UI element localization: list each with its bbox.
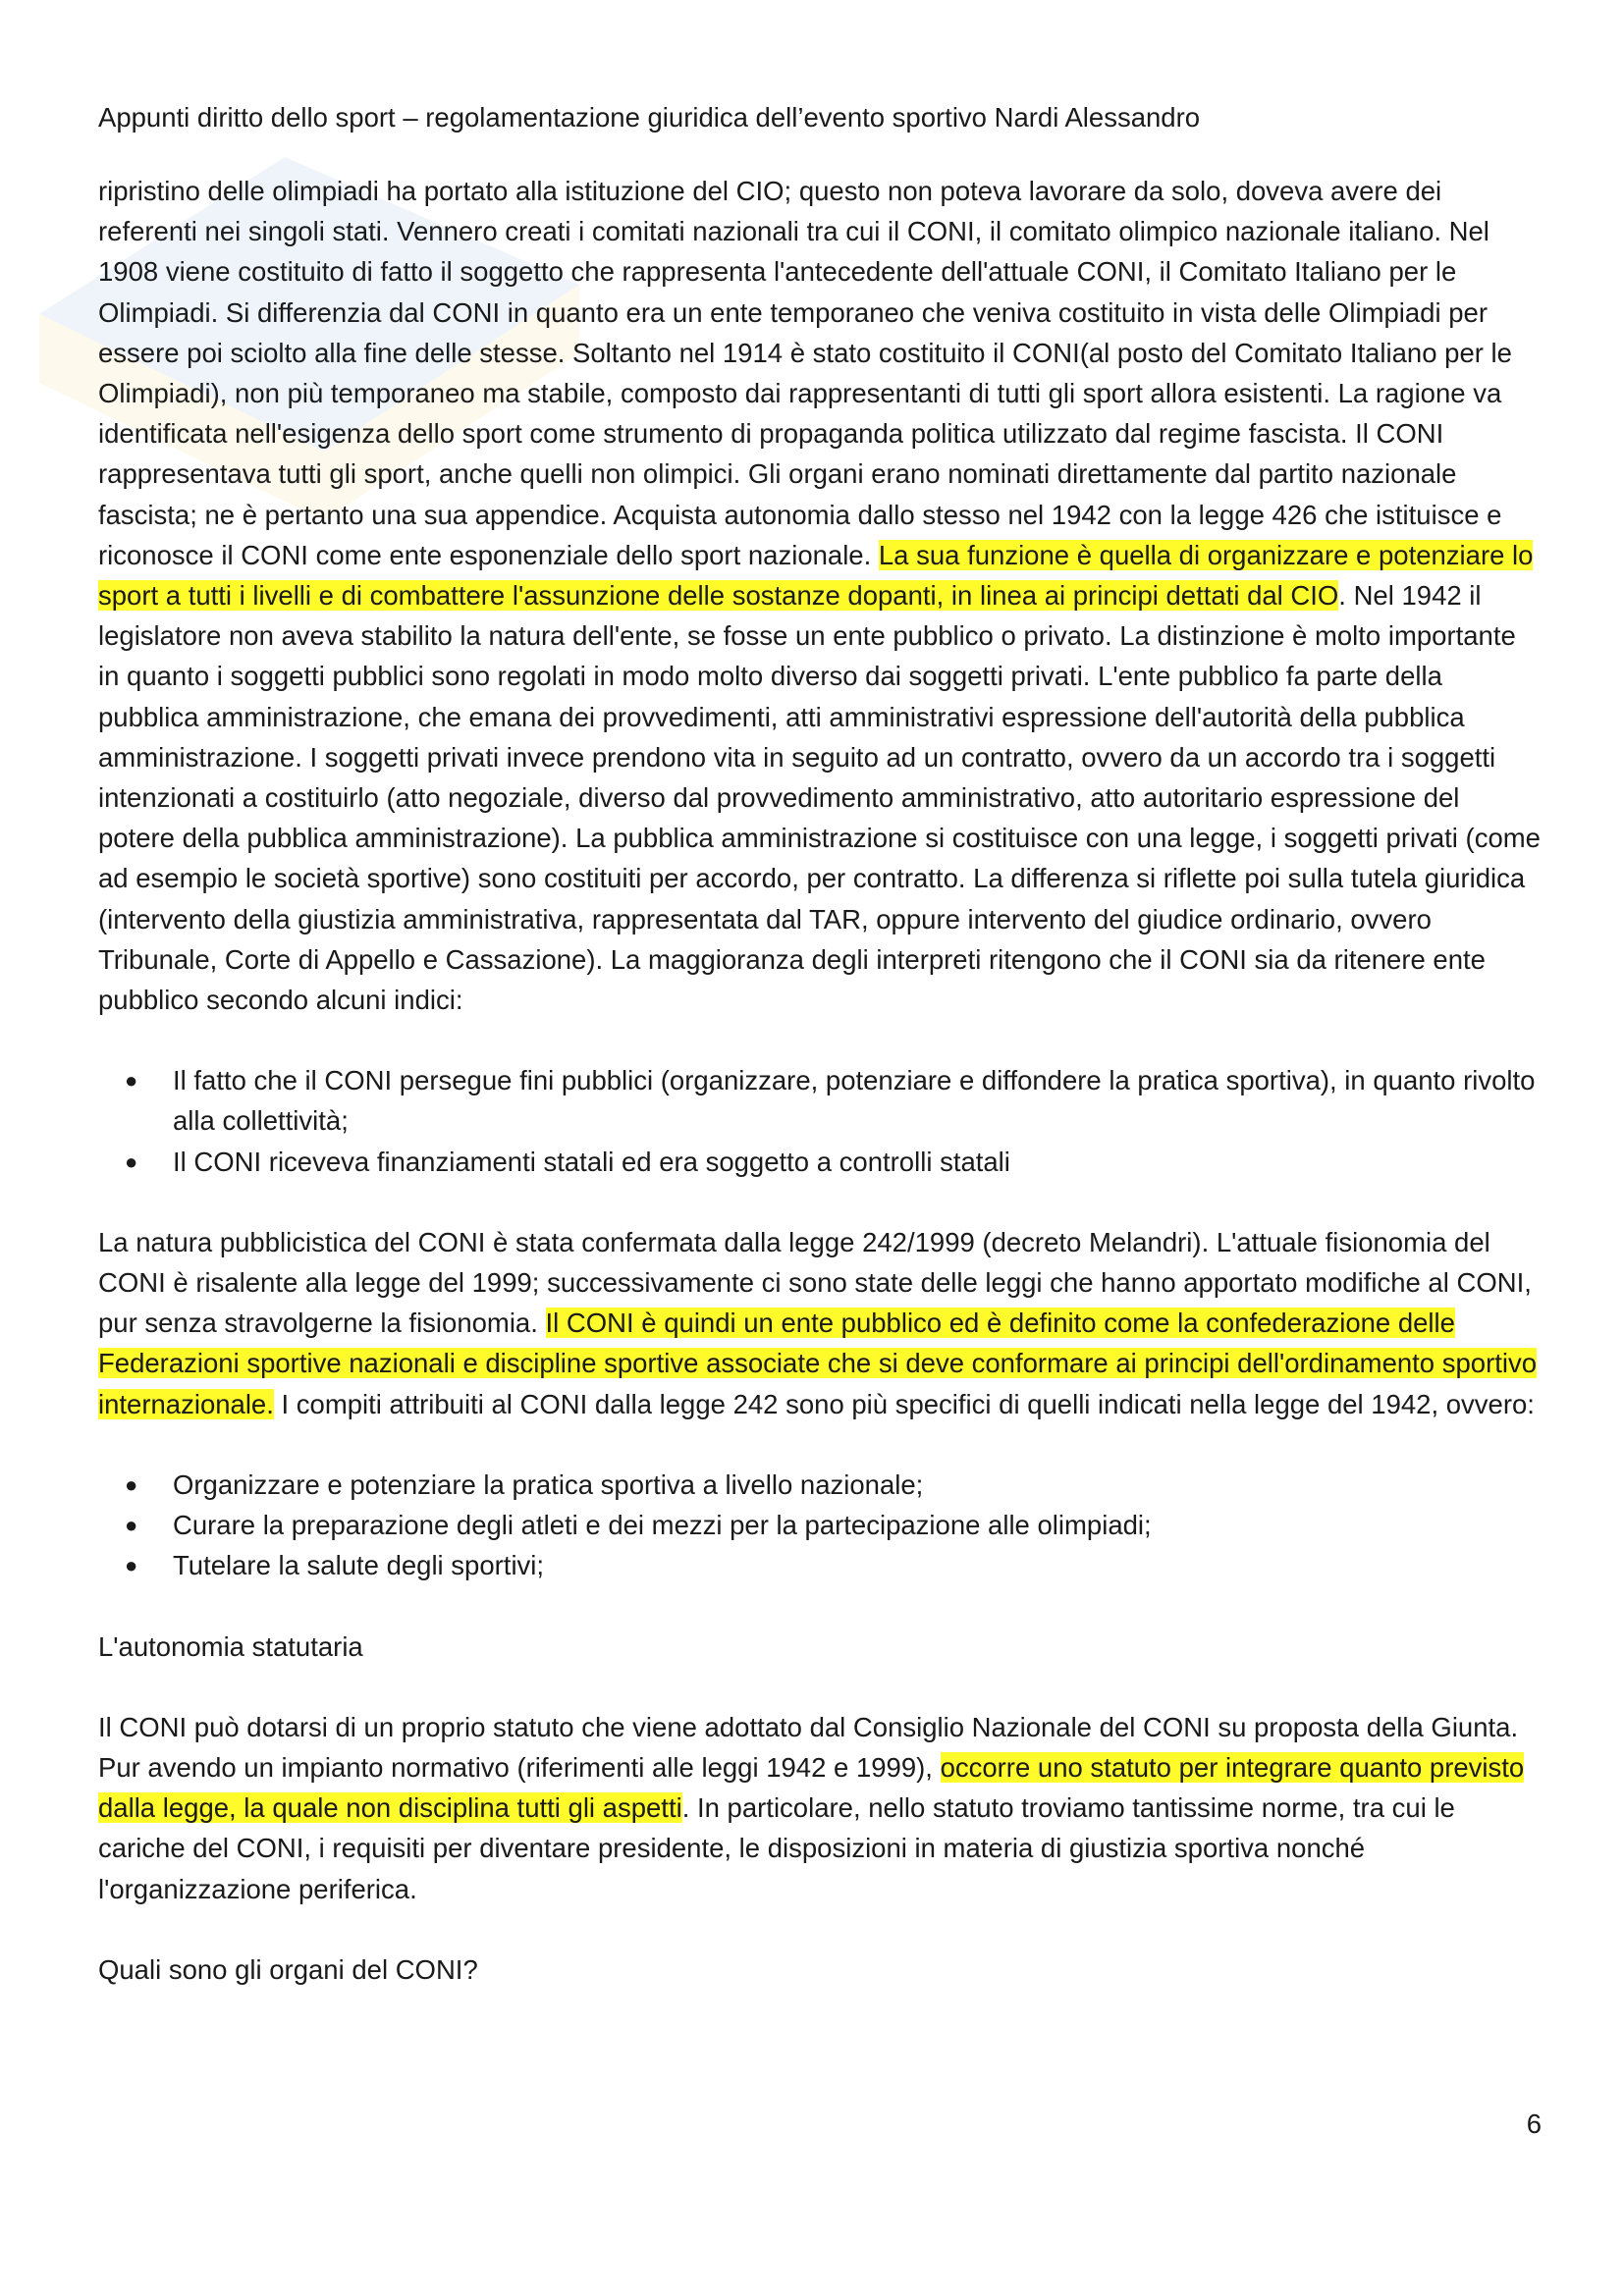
bullet-icon: ● xyxy=(125,1513,138,1538)
bullet-icon: ● xyxy=(125,1471,138,1497)
paragraph-natura-pubblicistica: La natura pubblicistica del CONI è stata confermata dalla legge 242/1999 (decreto Melandri). L'attuale fisionomia del CONI è risalente alla legge del 1999; successivamente ci sono state delle leggi che hanno apportato modifiche al CONI, pur senza stravolgerne la fisionomia. Il CONI è quindi un ente pubblico ed è definito come la confederazione delle Federazioni sportive nazionali e discipline sportive associate che si deve conformare ai principi dell'ordinamento sportivo internazionale. I compiti attribuiti al CONI dalla legge 242 sono più specifici di quelli indicati nella legge del 1942, ovvero: xyxy=(98,1226,1538,1419)
section-heading-autonomia: L'autonomia statutaria xyxy=(98,1630,363,1662)
page-number: 6 xyxy=(1526,2109,1542,2139)
bullet-icon: ● xyxy=(125,1068,138,1094)
highlighted-text: occorre uno statuto per integrare quanto previsto dalla legge, la quale non disciplina tutti gli aspetti xyxy=(98,1751,1525,1824)
highlighted-text: La sua funzione è quella di organizzare e potenziare lo sport a tutti i livelli e di combattere l'assunzione delle sostanze dopanti, in linea ai principi dettati dal CIO xyxy=(98,539,1534,612)
list-item: ● Curare la preparazione degli atleti e dei mezzi per la partecipazione alle olimpiadi; xyxy=(98,1505,1542,1545)
bullet-list-indici xyxy=(98,1060,1542,1182)
list-item: ● Organizzare e potenziare la pratica sportiva a livello nazionale; xyxy=(98,1465,1542,1505)
bullet-list-compiti xyxy=(98,1465,1542,1586)
document-body xyxy=(98,171,1542,1990)
highlighted-text: Il CONI è quindi un ente pubblico ed è definito come la confederazione delle Federazioni sportive nazionali e discipline sportive associate che si deve conformare ai principi dell'ordinamento sportivo internazionale. xyxy=(98,1308,1538,1419)
paragraph-origins: ripristino delle olimpiadi ha portato alla istituzione del CIO; questo non poteva lavorare da solo, doveva avere dei referenti nei singoli stati. Vennero creati i comitati nazionali tra cui il CONI, il comitato olimpico nazionale italiano. Nel 1908 viene costituito di fatto il soggetto che rappresenta l'antecedente dell'attuale CONI, il Comitato Italiano per le Olimpiadi. Si differenzia dal CONI in quanto era un ente temporaneo che veniva costituito in vista delle Olimpiadi per essere poi sciolto alla fine delle stesse. Soltanto nel 1914 è stato costituito il CONI(al posto del Comitato Italiano per le Olimpiadi), non più temporaneo ma stabile, composto dai rappresentanti di tutti gli sport allora esistenti. La ragione va identificata nell'esigenza dello sport come strumento di propaganda politica utilizzato dal regime fascista. Il CONI rappresentava tutti gli sport, anche quelli non olimpici. Gli organi erano nominati direttamente dal partito nazionale fascista; ne è pertanto una sua appendice. Acquista autonomia dallo stesso nel 1942 con la legge 426 che istituisce e riconosce il CONI come ente esponenziale dello sport nazionale. La sua funzione è quella di organizzare e potenziare lo sport a tutti i livelli e di combattere l'assunzione delle sostanze dopanti, in linea ai principi dettati dal CIO. Nel 1942 il legislatore non aveva stabilito la natura dell'ente, se fosse un ente pubblico o privato. La distinzione è molto importante in quanto i soggetti pubblici sono regolati in modo molto diverso dai soggetti privati. L'ente pubblico fa parte della pubblica amministrazione, che emana dei provvedimenti, atti amministrativi espressione dell'autorità della pubblica amministrazione. I soggetti privati invece prendono vita in seguito ad un contratto, ovvero da un accordo tra i soggetti intenzionati a costituirlo (atto negoziale, diverso dal provvedimento amministrativo, atto autoritario espressione del potere della pubblica amministrazione). La pubblica amministrazione si costituisce con una legge, i soggetti privati (come ad esempio le società sportive) sono costituiti per accordo, per contratto. La differenza si riflette poi sulla tutela giuridica (intervento della giustizia amministrativa, rappresentata dal TAR, oppure intervento del giudice ordinario, ovvero Tribunale, Corte di Appello e Cassazione). La maggioranza degli interpreti ritengono che il CONI sia da ritenere ente pubblico secondo alcuni indici: xyxy=(98,176,1541,1016)
list-item: ● Il CONI riceveva finanziamenti statali ed era soggetto a controlli statali xyxy=(98,1142,1542,1182)
list-item: ● Il fatto che il CONI persegue fini pubblici (organizzare, potenziare e diffondere la pratica sportiva), in quanto rivolto alla collettività; xyxy=(98,1060,1542,1141)
page-header: Appunti diritto dello sport – regolamentazione giuridica dell’evento sportivo Nardi Alessandro xyxy=(98,102,1201,133)
bullet-icon: ● xyxy=(125,1553,138,1578)
list-item: ● Tutelare la salute degli sportivi; xyxy=(98,1545,1542,1585)
paragraph-statuto: Il CONI può dotarsi di un proprio statuto che viene adottato dal Consiglio Nazionale del CONI su proposta della Giunta. Pur avendo un impianto normativo (riferimenti alle leggi 1942 e 1999), occorre uno statuto per integrare quanto previsto dalla legge, la quale non disciplina tutti gli aspetti. In particolare, nello statuto troviamo tantissime norme, tra cui le cariche del CONI, i requisiti per diventare presidente, le disposizioni in materia di giustizia sportiva nonché l'organizzazione periferica. xyxy=(98,1711,1525,1904)
question-organi: Quali sono gli organi del CONI? xyxy=(98,1953,478,1985)
bullet-icon: ● xyxy=(125,1148,138,1174)
